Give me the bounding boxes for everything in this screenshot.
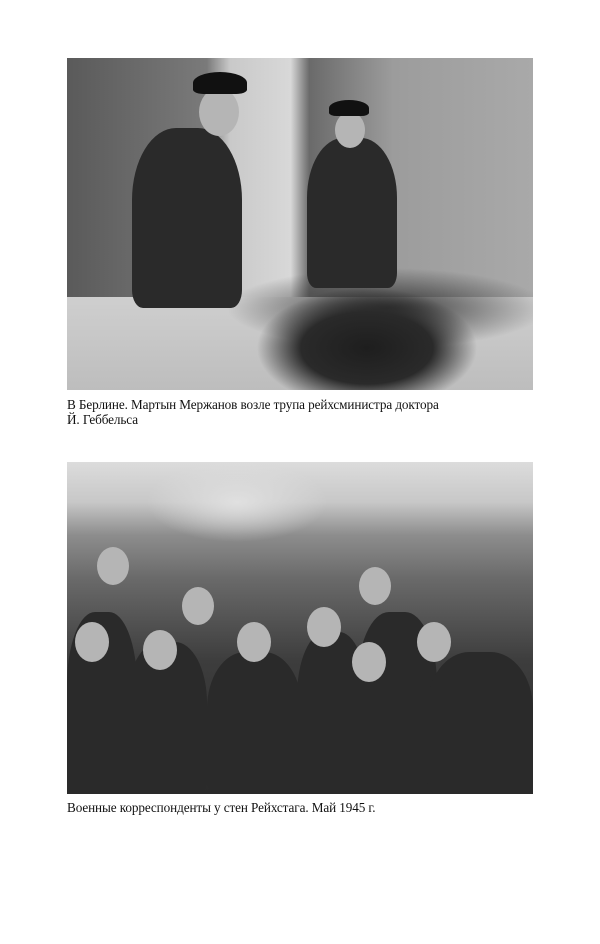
soldier-head: [307, 607, 341, 647]
soldier-head: [237, 622, 271, 662]
soldier-head: [75, 622, 109, 662]
soldier-head: [97, 547, 129, 585]
soldier-figure: [132, 128, 242, 308]
soldier-head: [143, 630, 177, 670]
soldier-head: [335, 112, 365, 148]
soldier-head: [182, 587, 214, 625]
soldier-head: [199, 88, 239, 136]
caption-line: В Берлине. Мартын Мержанов возле трупа рейхсминистра доктора: [67, 397, 439, 412]
soldier-head: [352, 642, 386, 682]
caption-figure-2: [67, 800, 537, 815]
photo-reichstag-correspondents: [67, 462, 533, 794]
soldier-cap: [193, 72, 247, 94]
soldier-figure: [207, 652, 302, 794]
soldier-head: [417, 622, 451, 662]
soldier-figure: [427, 652, 533, 794]
caption-line: Военные корреспонденты у стен Рейхстага. Май 1945 г.: [67, 800, 376, 815]
soldier-figure: [307, 138, 397, 288]
soldier-head: [359, 567, 391, 605]
caption-figure-1: [67, 397, 537, 427]
caption-line: Й. Геббельса: [67, 412, 138, 427]
soldier-cap: [329, 100, 369, 116]
photo-berlin-merzhanov: [67, 58, 533, 390]
